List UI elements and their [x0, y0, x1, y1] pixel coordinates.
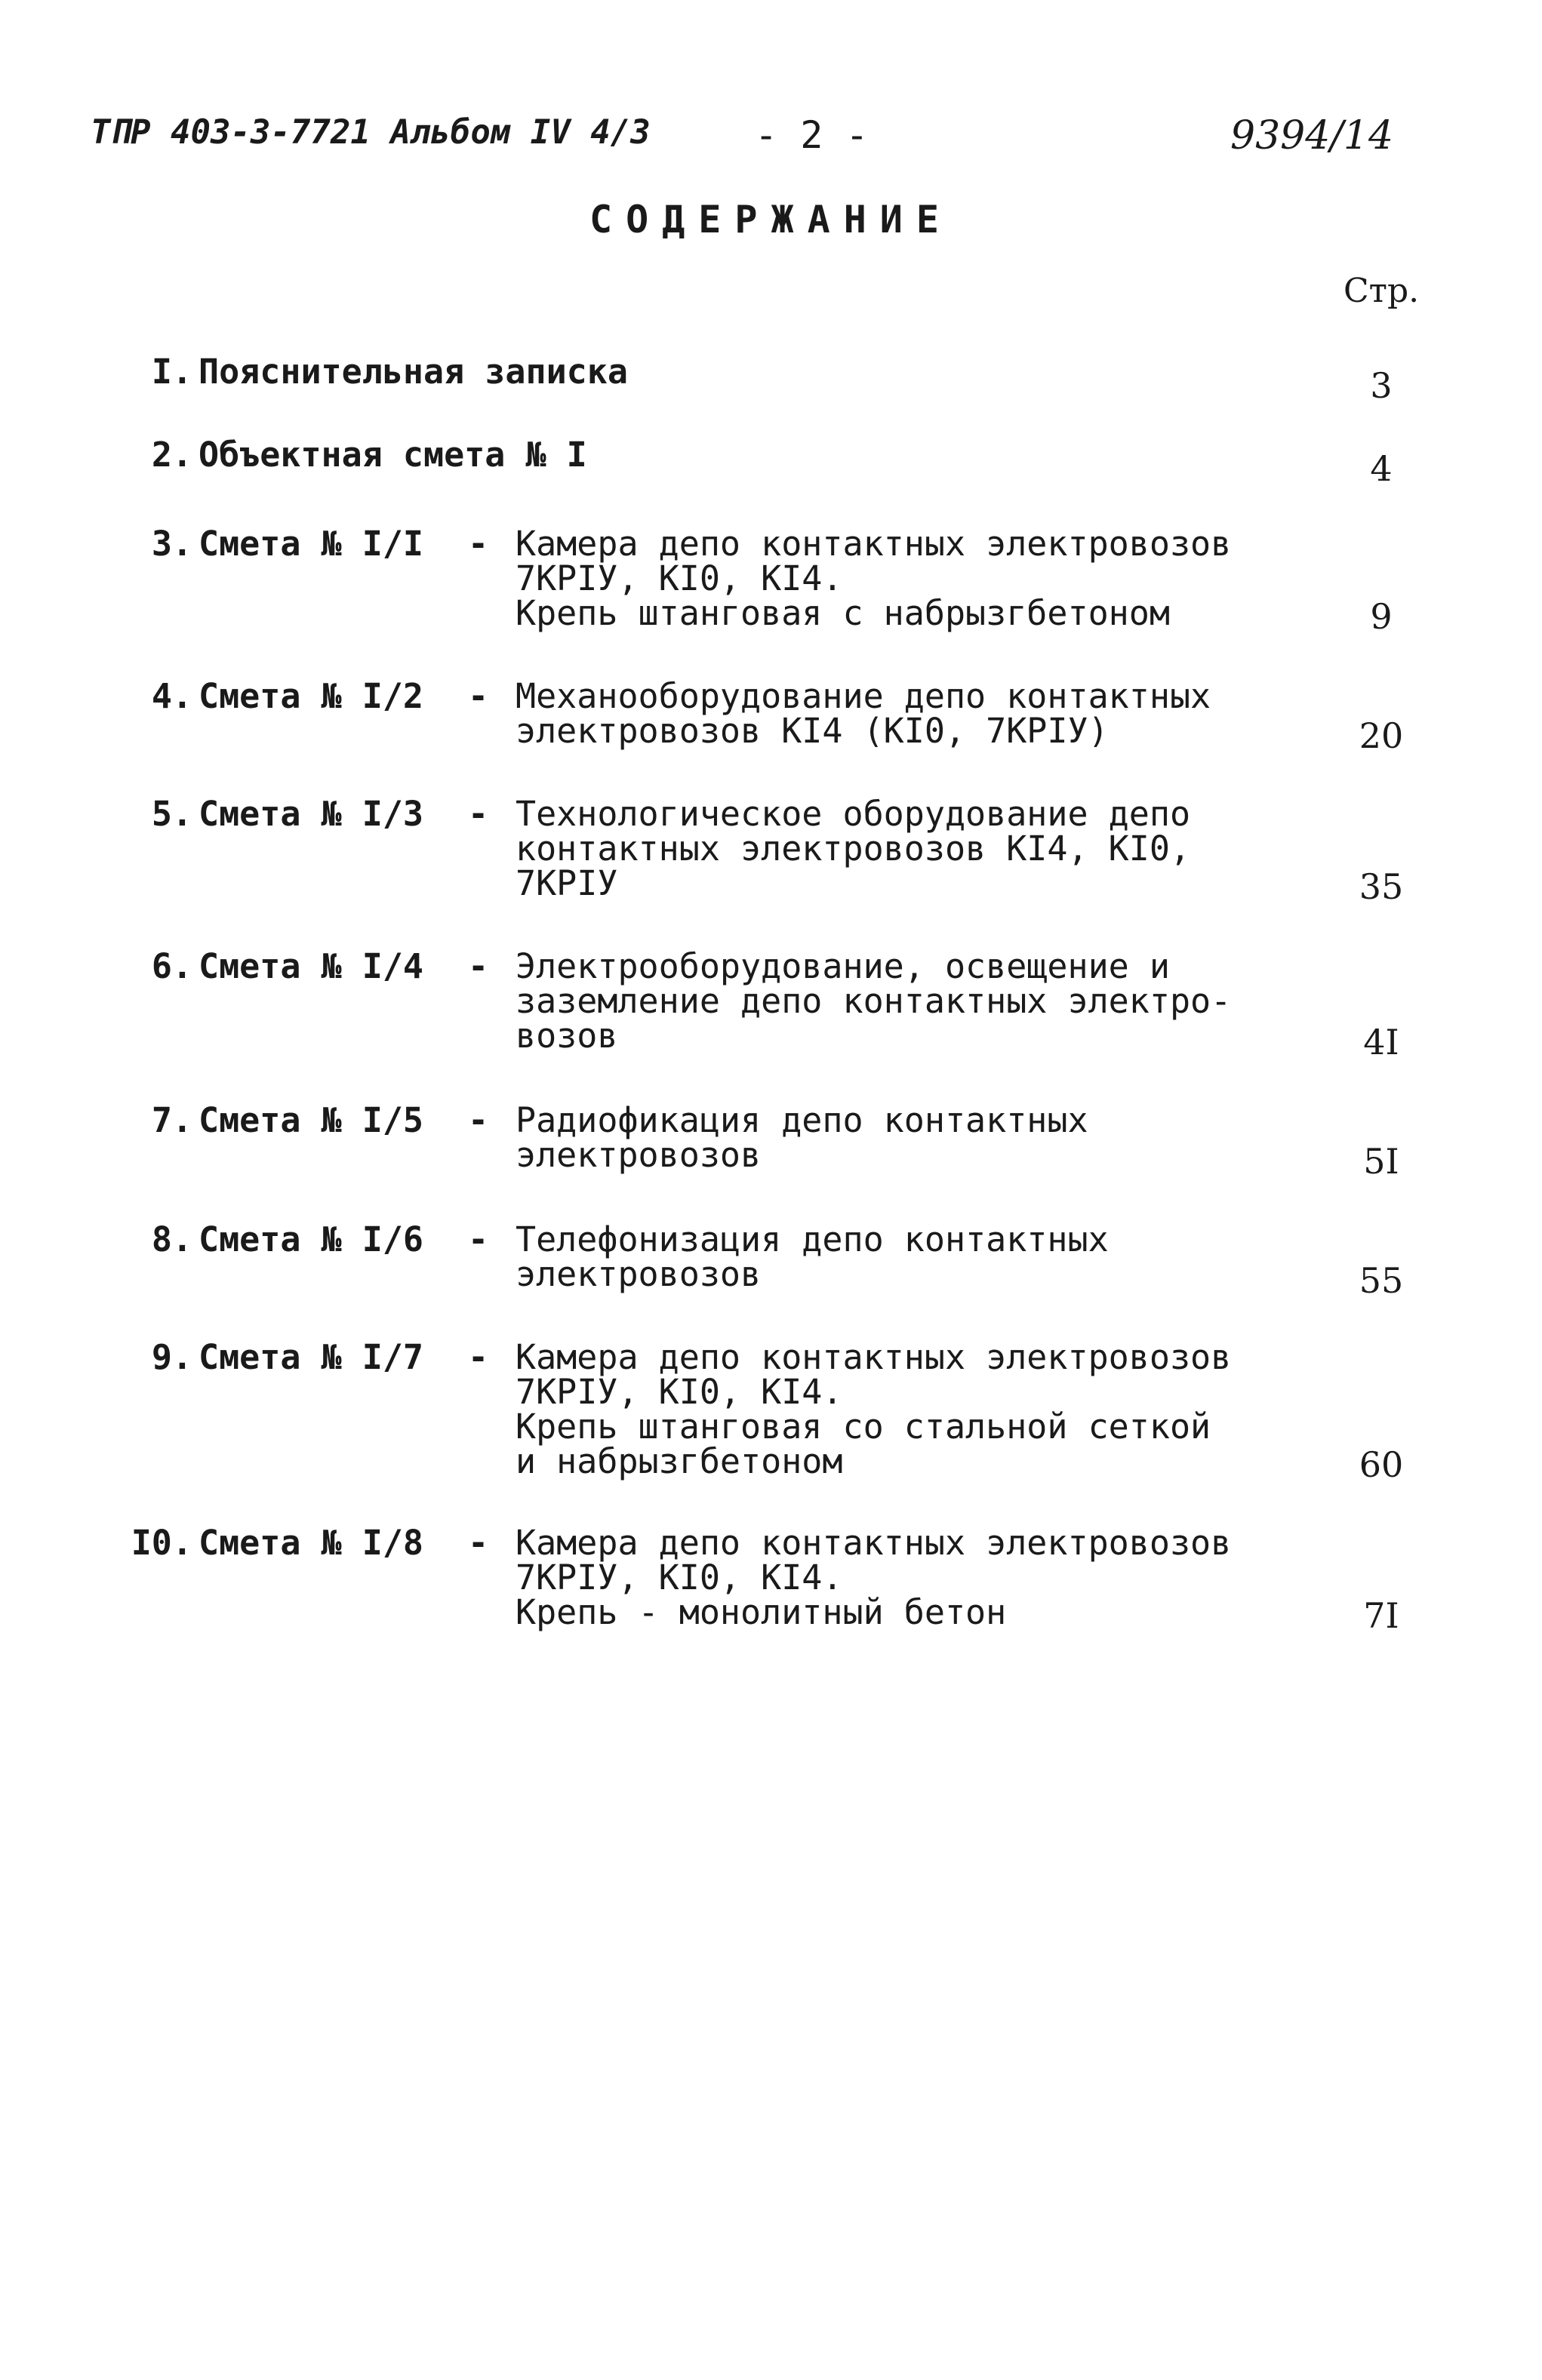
entry-label: Смета № I/8 [199, 1523, 424, 1563]
entry-dash: - [468, 794, 489, 834]
entry-dash: - [468, 676, 489, 716]
entry-page: 20 [1359, 715, 1404, 756]
entry-number: 3. [151, 524, 192, 564]
entry-number: 6. [151, 946, 192, 986]
page-column-label: Стр. [1343, 272, 1420, 310]
entry-number: 9. [151, 1337, 192, 1377]
entry-description: Камера депо контактных электровозов 7КРIУ, КI0, КI4. Крепь штанговая с набрызгбетоном [516, 524, 1232, 633]
entry-label: Смета № I/2 [199, 676, 424, 716]
entry-page: 7I [1363, 1595, 1399, 1636]
entry-number: 8. [151, 1219, 192, 1259]
entry-label: Пояснительная записка [199, 352, 628, 392]
entry-label: Смета № I/5 [199, 1100, 424, 1140]
entry-dash: - [468, 1100, 489, 1140]
inventory-number: 9394/14 [1230, 113, 1394, 158]
entry-label: Смета № I/I [199, 524, 424, 564]
entry-description: Телефонизация депо контактных электровозов [516, 1219, 1109, 1294]
document-code: ТПР 403-3-7721 Альбом IV 4/3 [91, 113, 651, 152]
entry-description: Камера депо контактных электровозов 7КРIУ, КI0, КI4. Крепь штанговая со стальной сеткой и набрызгбетоном [516, 1337, 1232, 1481]
entry-number: 5. [151, 794, 192, 834]
entry-page: 60 [1359, 1444, 1404, 1485]
entry-dash: - [468, 524, 489, 564]
entry-page: 4I [1363, 1022, 1399, 1062]
entry-dash: - [468, 1219, 489, 1259]
page-number: - 2 - [755, 113, 869, 157]
entry-description: Камера депо контактных электровозов 7КРIУ, КI0, КI4. Крепь - монолитный бетон [516, 1523, 1232, 1632]
entry-label: Смета № I/4 [199, 946, 424, 986]
entry-number: I. [151, 352, 192, 392]
entry-label: Объектная смета № I [199, 435, 587, 475]
entry-label: Смета № I/3 [199, 794, 424, 834]
entry-number: 7. [151, 1100, 192, 1140]
entry-label: Смета № I/6 [199, 1219, 424, 1259]
page-title: СОДЕРЖАНИЕ [589, 198, 953, 241]
entry-dash: - [468, 946, 489, 986]
entry-page: 55 [1359, 1260, 1404, 1301]
entry-description: Радиофикация депо контактных электровозов [516, 1100, 1088, 1175]
entry-number: 2. [151, 435, 192, 475]
entry-number: I0. [131, 1523, 192, 1563]
entry-dash: - [468, 1523, 489, 1563]
entry-dash: - [468, 1337, 489, 1377]
entry-page: 5I [1363, 1141, 1399, 1182]
entry-description: Механооборудование депо контактных электровозов КI4 (КI0, 7КРIУ) [516, 676, 1211, 751]
entry-description: Технологическое оборудование депо контактных электровозов КI4, КI0, 7КРIУ [516, 794, 1191, 903]
entry-page: 4 [1370, 448, 1393, 489]
entry-page: 9 [1370, 596, 1393, 637]
entry-page: 3 [1370, 365, 1393, 406]
entry-page: 35 [1359, 866, 1404, 907]
entry-description: Электрооборудование, освещение и заземление депо контактных электро- возов [516, 946, 1232, 1056]
entry-number: 4. [151, 676, 192, 716]
entry-label: Смета № I/7 [199, 1337, 424, 1377]
